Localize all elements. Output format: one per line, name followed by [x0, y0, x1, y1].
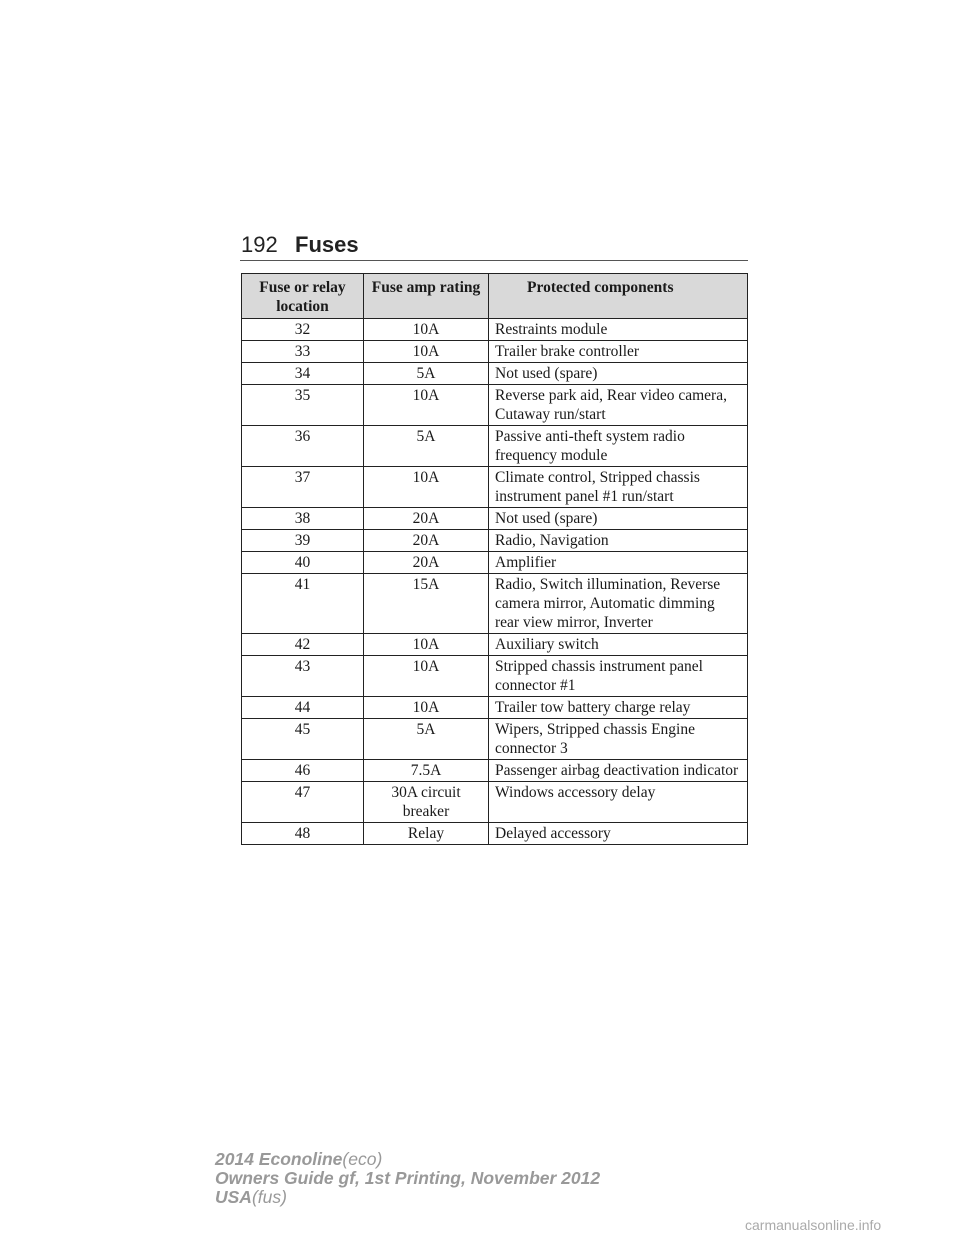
footer-market: USA — [215, 1187, 252, 1207]
cell-amp-rating: 5A — [364, 363, 489, 385]
table-row — [242, 697, 748, 719]
cell-location: 37 — [242, 467, 364, 508]
table-row — [242, 552, 748, 574]
cell-components: Windows accessory delay — [489, 782, 748, 823]
cell-location: 40 — [242, 552, 364, 574]
cell-components: Trailer tow battery charge relay — [489, 697, 748, 719]
footer-market-code: (fus) — [251, 1187, 287, 1207]
column-header-components: Protected components — [489, 274, 748, 319]
cell-amp-rating: 10A — [364, 341, 489, 363]
table-row — [242, 319, 748, 341]
cell-location: 39 — [242, 530, 364, 552]
table-row — [242, 508, 748, 530]
footer-line-3 — [215, 1188, 600, 1207]
cell-components: Passive anti-theft system radio frequency module — [489, 426, 748, 467]
table-row — [242, 656, 748, 697]
cell-components: Not used (spare) — [489, 508, 748, 530]
cell-components: Amplifier — [489, 552, 748, 574]
cell-components: Radio, Navigation — [489, 530, 748, 552]
footer-line-1 — [215, 1150, 600, 1169]
table-header-row — [242, 274, 748, 319]
column-header-amp-rating: Fuse amp rating — [364, 274, 489, 319]
cell-amp-rating: 30A circuit breaker — [364, 782, 489, 823]
cell-components: Restraints module — [489, 319, 748, 341]
table-row — [242, 760, 748, 782]
cell-location: 34 — [242, 363, 364, 385]
cell-amp-rating: Relay — [364, 823, 489, 845]
cell-location: 42 — [242, 634, 364, 656]
cell-location: 33 — [242, 341, 364, 363]
table-row — [242, 467, 748, 508]
cell-amp-rating: 15A — [364, 574, 489, 634]
cell-components: Stripped chassis instrument panel connector #1 — [489, 656, 748, 697]
cell-components: Radio, Switch illumination, Reverse camera mirror, Automatic dimming rear view mirror, Inverter — [489, 574, 748, 634]
table-row — [242, 634, 748, 656]
cell-amp-rating: 5A — [364, 719, 489, 760]
table-row — [242, 426, 748, 467]
watermark[interactable]: carmanualsonline.info — [745, 1217, 882, 1233]
table-row — [242, 363, 748, 385]
cell-amp-rating: 20A — [364, 508, 489, 530]
cell-amp-rating: 10A — [364, 385, 489, 426]
cell-components: Trailer brake controller — [489, 341, 748, 363]
table-row — [242, 530, 748, 552]
table-row — [242, 782, 748, 823]
cell-components: Reverse park aid, Rear video camera, Cutaway run/start — [489, 385, 748, 426]
cell-amp-rating: 5A — [364, 426, 489, 467]
cell-amp-rating: 20A — [364, 530, 489, 552]
cell-components: Passenger airbag deactivation indicator — [489, 760, 748, 782]
table-row — [242, 574, 748, 634]
cell-location: 36 — [242, 426, 364, 467]
cell-location: 41 — [242, 574, 364, 634]
fuse-table — [241, 273, 748, 845]
cell-amp-rating: 10A — [364, 467, 489, 508]
page-footer — [215, 1150, 600, 1207]
cell-location: 35 — [242, 385, 364, 426]
table-row — [242, 385, 748, 426]
cell-location: 43 — [242, 656, 364, 697]
table-row — [242, 823, 748, 845]
page-header — [240, 232, 748, 261]
cell-location: 45 — [242, 719, 364, 760]
cell-amp-rating: 10A — [364, 656, 489, 697]
footer-model-code: (eco) — [342, 1149, 383, 1169]
cell-amp-rating: 10A — [364, 319, 489, 341]
table-row — [242, 719, 748, 760]
cell-location: 38 — [242, 508, 364, 530]
cell-amp-rating: 20A — [364, 552, 489, 574]
cell-components: Auxiliary switch — [489, 634, 748, 656]
cell-amp-rating: 10A — [364, 697, 489, 719]
section-title: Fuses — [295, 232, 359, 257]
cell-amp-rating: 7.5A — [364, 760, 489, 782]
table-body — [242, 319, 748, 845]
cell-location: 46 — [242, 760, 364, 782]
cell-components: Wipers, Stripped chassis Engine connector 3 — [489, 719, 748, 760]
cell-components: Delayed accessory — [489, 823, 748, 845]
cell-amp-rating: 10A — [364, 634, 489, 656]
cell-components: Climate control, Stripped chassis instrument panel #1 run/start — [489, 467, 748, 508]
footer-model: 2014 Econoline — [215, 1149, 343, 1169]
cell-components: Not used (spare) — [489, 363, 748, 385]
cell-location: 47 — [242, 782, 364, 823]
page-number: 192 — [241, 232, 278, 257]
footer-line-2: Owners Guide gf, 1st Printing, November 2012 — [215, 1168, 601, 1188]
cell-location: 48 — [242, 823, 364, 845]
cell-location: 32 — [242, 319, 364, 341]
cell-location: 44 — [242, 697, 364, 719]
column-header-location: Fuse or relay location — [242, 274, 364, 319]
table-row — [242, 341, 748, 363]
